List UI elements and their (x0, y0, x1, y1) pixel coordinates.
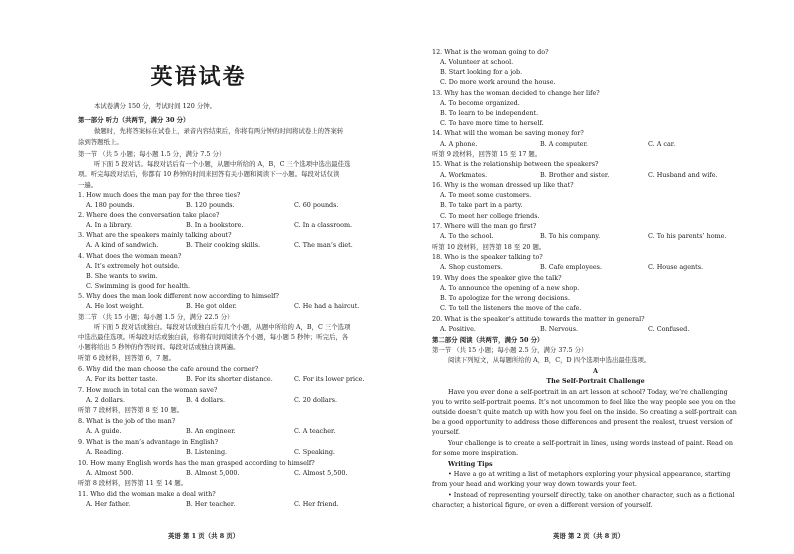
option-b: B. Almost 5,000. (186, 469, 240, 477)
option-c: C. To tell the listeners the move of the cafe. (440, 304, 582, 312)
option-a: A. For its better taste. (86, 375, 158, 383)
option-c: C. Do more work around the house. (440, 78, 556, 86)
question-stem: 4. What does the woman mean? (78, 252, 182, 260)
option-b: B. To take part in a party. (440, 201, 523, 209)
option-c: C. A teacher. (294, 427, 336, 435)
option-b: B. To his company. (540, 232, 601, 240)
passage-line: Have you ever done a self-portrait in an art lesson at school? Today, we’re challenging (448, 388, 728, 396)
option-c: C. Husband and wife. (648, 171, 718, 179)
question-stem: 3. What are the speakers mainly talking about? (78, 231, 232, 239)
option-a: A. Volunteer at school. (440, 58, 514, 66)
question-stem: 16. Why is the woman dressed up like that? (432, 181, 574, 189)
section-heading: 第二节 （共 15 小题；每小题 1.5 分，满分 22.5 分） (78, 313, 234, 321)
option-b: B. 4 dollars. (186, 396, 226, 404)
question-stem: 14. What will the woman be saving money for? (432, 129, 584, 137)
question-stem: 8. What is the job of the man? (78, 417, 176, 425)
intro-line: 听下面 5 段对话。每段对话后有一个小题，从题中所给的 A，B，C 三个选项中选出最佳选 (94, 160, 351, 168)
option-a: A. Almost 500. (86, 469, 134, 477)
option-b: B. A computer. (540, 140, 588, 148)
option-a: A. Reading. (86, 448, 124, 456)
intro-line: 涂到答题纸上。 (78, 138, 123, 146)
option-b: B. 120 pounds. (186, 201, 235, 209)
question-stem: 12. What is the woman going to do? (432, 48, 549, 56)
option-b: B. Her teacher. (186, 500, 236, 508)
passage-title: The Self-Portrait Challenge (546, 377, 645, 385)
option-a: A. Workmates. (440, 171, 488, 179)
option-a: A. A guide. (86, 427, 122, 435)
page-right (397, 0, 794, 554)
question-stem: 10. How many English words has the man grasped according to himself? (78, 459, 315, 467)
option-a: A. To the school. (440, 232, 494, 240)
option-c: C. For its lower price. (294, 375, 365, 383)
page-footer: 英语 第 2 页（共 8 页） (553, 532, 625, 540)
option-c: C. To meet her college friends. (440, 212, 540, 220)
passage-line: Your challenge is to create a self-portrait in lines, using words instead of paint. Read on (448, 439, 733, 447)
passage-line: be a good opportunity to address those differences and present the realest, truest version of (432, 418, 733, 426)
option-c: C. He had a haircut. (294, 302, 360, 310)
material-note: 听第 8 段材料，回答第 11 至 14 题。 (78, 479, 188, 487)
option-c: C. A car. (648, 140, 676, 148)
section-heading: 第一节 （共 15 小题；每小题 2.5 分，满分 37.5 分） (432, 346, 588, 354)
option-a: A. Shop customers. (440, 263, 503, 271)
question-stem: 18. Who is the speaker talking to? (432, 253, 543, 261)
option-a: A. It’s extremely hot outside. (86, 262, 180, 270)
option-a: A. In a library. (86, 221, 133, 229)
option-b: B. To apologize for the wrong decisions. (440, 294, 570, 302)
passage-line: outside doesn’t quite match up with how you feel on the inside. So creating a self-portrait can (432, 408, 737, 416)
section-heading: 第二部分 阅读（共两节，满分 50 分） (432, 336, 544, 344)
option-c: C. Swimming is good for health. (86, 282, 191, 290)
question-stem: 7. How much in total can the woman save? (78, 386, 218, 394)
option-b: B. To learn to be independent. (440, 109, 539, 117)
question-stem: 20. What is the speaker’s attitude towards the matter in general? (432, 315, 645, 323)
tip-line: • Instead of representing yourself directly, take on another character, such as a fictional (448, 491, 735, 499)
intro-line: 一遍。 (78, 181, 98, 189)
passage-line: for some more inspiration. (432, 449, 519, 457)
option-b: B. Listening. (186, 448, 228, 456)
option-a: A. A kind of sandwich. (86, 241, 159, 249)
option-c: C. In a classroom. (294, 221, 353, 229)
option-c: C. Confused. (648, 325, 690, 333)
material-note: 听第 10 段材料，回答第 18 至 20 题。 (432, 243, 546, 251)
question-stem: 17. Where will the man go first? (432, 222, 537, 230)
option-c: C. Speaking. (294, 448, 335, 456)
material-note: 听第 6 段材料，回答第 6，7 题。 (78, 354, 176, 362)
option-c: C. The man’s diet. (294, 241, 353, 249)
option-a: A. To become organized. (440, 99, 520, 107)
intro-line: 做题时，先将答案标在试卷上，录音内容结束后，你将有两分钟的时间将试卷上的答案转 (94, 127, 344, 135)
option-b: B. An engineer. (186, 427, 236, 435)
question-stem: 19. Why does the speaker give the talk? (432, 274, 562, 282)
option-b: B. In a bookstore. (186, 221, 244, 229)
option-a: A. He lost weight. (86, 302, 144, 310)
page-footer: 英语 第 1 页（共 8 页） (168, 532, 240, 540)
option-a: A. To meet some customers. (440, 191, 532, 199)
tip-line: character, a historical figure, or even a different version of yourself. (432, 501, 653, 509)
question-stem: 15. What is the relationship between the speakers? (432, 160, 599, 168)
option-a: A. Positive. (440, 325, 476, 333)
question-stem: 1. How much does the man pay for the three ties? (78, 191, 241, 199)
intro-line: 项。听完每段对话后，你都有 10 秒钟的时间来回答有关小题和阅读下一小题。每段对话仅读 (78, 170, 340, 178)
instruction-line: 中选出最佳选项。听每段对话或独白前，你将有时间阅读各个小题，每小题 5 秒钟；听完后，各 (78, 333, 349, 341)
passage-line: you to write self-portrait poems. It’s not uncommon to feel like the way people see you on the (432, 398, 736, 406)
section-heading: 第一部分 听力（共两节，满分 30 分） (78, 116, 190, 124)
option-b: B. She wants to swim. (86, 272, 158, 280)
option-b: B. Nervous. (540, 325, 579, 333)
option-b: B. For its shorter distance. (186, 375, 273, 383)
material-note: 听第 9 段材料，回答第 15 至 17 题。 (432, 150, 542, 158)
option-c: C. To have more time to herself. (440, 119, 544, 127)
tip-line: from your head and working your way down towards your feet. (432, 480, 637, 488)
question-stem: 5. Why does the man look different now according to himself? (78, 292, 279, 300)
option-c: C. Her friend. (294, 500, 339, 508)
material-note: 听第 7 段材料，回答第 8 至 10 题。 (78, 406, 184, 414)
option-a: A. Her father. (86, 500, 131, 508)
option-b: B. Brother and sister. (540, 171, 610, 179)
instruction-line: 小题将给出 5 秒钟的作答时间。每段对话或独白读两遍。 (78, 343, 240, 351)
option-b: B. Cafe employees. (540, 263, 602, 271)
instruction-line: 阅读下列短文，从每题所给的 A，B，C，D 四个选项中选出最佳选项。 (448, 356, 651, 364)
option-a: A. 2 dollars. (86, 396, 125, 404)
option-c: C. To his parents’ home. (648, 232, 727, 240)
passage-line: yourself. (432, 428, 460, 436)
question-stem: 2. Where does the conversation take place? (78, 211, 220, 219)
option-b: B. Their cooking skills. (186, 241, 261, 249)
question-stem: 9. What is the man’s advantage in English? (78, 438, 219, 446)
instruction-line: 听下面 5 段对话或独白。每段对话或独白后有几个小题，从题中所给的 A，B，C 三个选项 (94, 323, 351, 331)
intro-line: 本试卷满分 150 分，考试时间 120 分钟。 (94, 102, 216, 110)
option-a: A. To announce the opening of a new shop. (440, 284, 580, 292)
option-b: B. He got older. (186, 302, 237, 310)
question-stem: 6. Why did the man choose the cafe around the corner? (78, 365, 259, 373)
passage-letter: A (593, 367, 598, 375)
question-stem: 11. Who did the woman make a deal with? (78, 490, 216, 498)
option-b: B. Start looking for a job. (440, 68, 523, 76)
option-a: A. 180 pounds. (86, 201, 135, 209)
option-c: C. 60 pounds. (294, 201, 339, 209)
question-stem: 13. Why has the woman decided to change her life? (432, 89, 600, 97)
option-a: A. A phone. (440, 140, 478, 148)
option-c: C. Almost 5,500. (294, 469, 348, 477)
tips-heading: Writing Tips (448, 460, 493, 468)
tip-line: • Have a go at writing a list of metaphors exploring your physical appearance, starting (448, 470, 731, 478)
option-c: C. 20 dollars. (294, 396, 338, 404)
section-heading: 第一节 （共 5 小题；每小题 1.5 分，满分 7.5 分） (78, 150, 226, 158)
option-c: C. House agents. (648, 263, 704, 271)
page-title: 英语试卷 (150, 65, 247, 90)
